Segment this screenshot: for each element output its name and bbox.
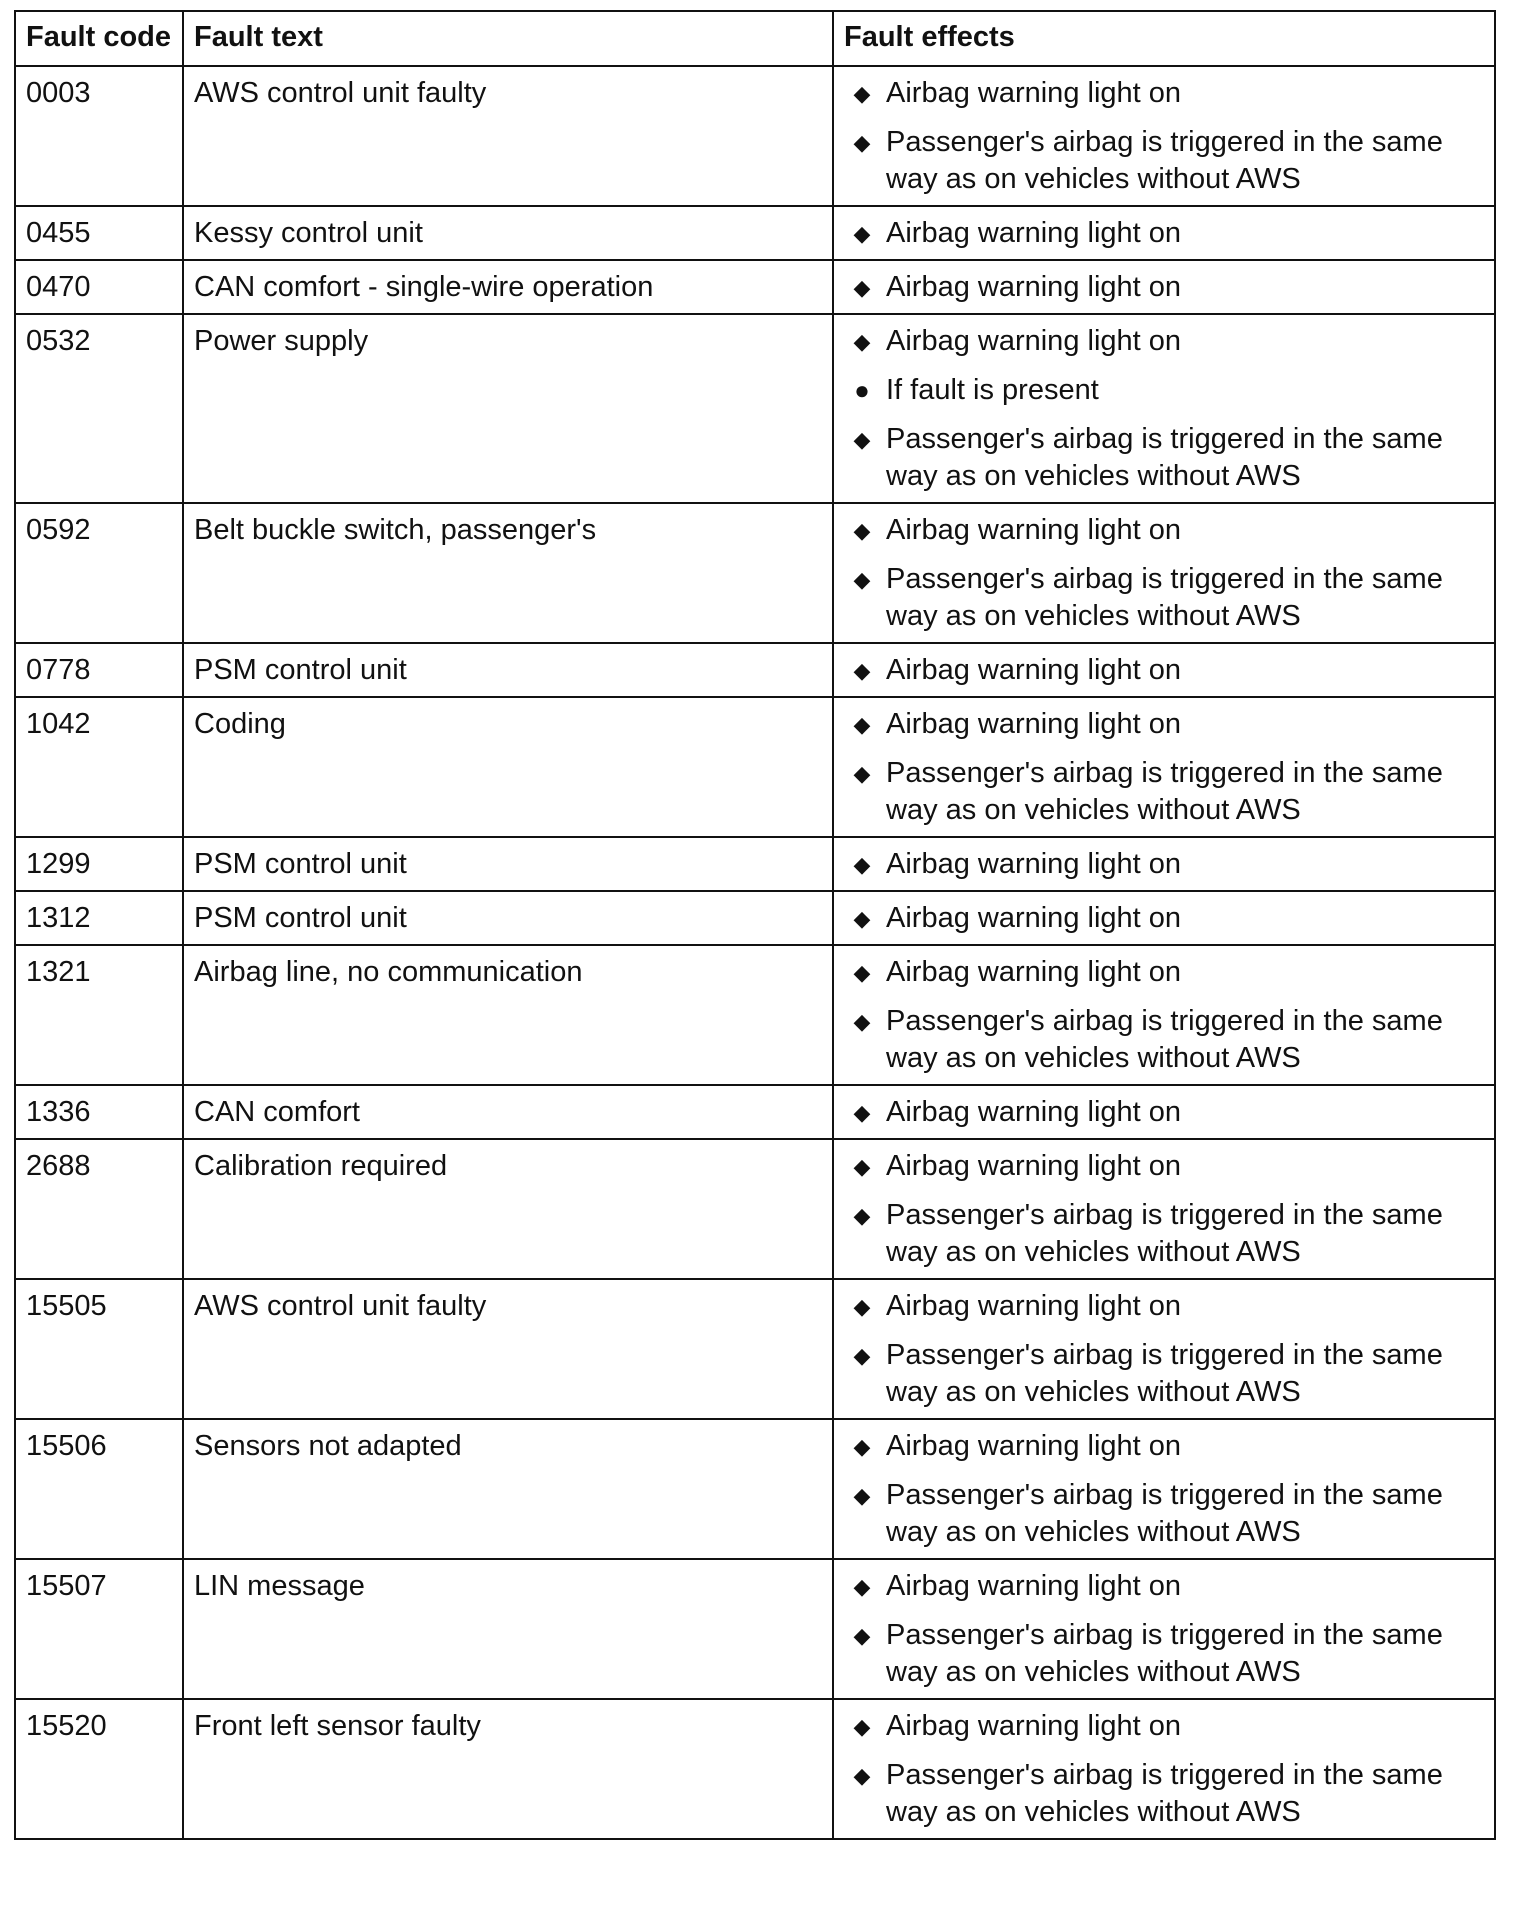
effect-item	[844, 1148, 1484, 1185]
fault-text-cell: PSM control unit	[183, 643, 833, 697]
fault-effects-cell	[833, 891, 1495, 945]
table-row	[15, 314, 1495, 503]
fault-effects-cell	[833, 314, 1495, 503]
effect-text: Airbag warning light on	[886, 217, 1182, 249]
diamond-bullet-icon: ◆	[853, 1203, 871, 1228]
table-row	[15, 1279, 1495, 1419]
diamond-bullet-icon: ◆	[853, 960, 871, 985]
table-row	[15, 503, 1495, 643]
diamond-bullet-icon: ◆	[853, 1434, 871, 1459]
fault-effects-cell	[833, 1139, 1495, 1279]
fault-text-cell: Front left sensor faulty	[183, 1699, 833, 1839]
fault-effects-cell	[833, 1279, 1495, 1419]
fault-effects-cell	[833, 1419, 1495, 1559]
fault-code-cell: 1042	[15, 697, 183, 837]
effects-list	[844, 512, 1484, 635]
effect-item	[844, 846, 1484, 883]
diamond-bullet-icon: ◆	[853, 1100, 871, 1125]
fault-code-cell: 15505	[15, 1279, 183, 1419]
effect-text: Airbag warning light on	[886, 1150, 1182, 1182]
diamond-bullet-icon: ◆	[853, 852, 871, 877]
effects-list	[844, 846, 1484, 883]
diamond-bullet-icon: ◆	[853, 712, 871, 737]
fault-text-cell: AWS control unit faulty	[183, 1279, 833, 1419]
effect-item	[844, 954, 1484, 991]
diamond-bullet-icon: ◆	[853, 1294, 871, 1319]
effect-item	[844, 1003, 1484, 1077]
effect-text: Airbag warning light on	[886, 902, 1182, 934]
fault-code-cell: 2688	[15, 1139, 183, 1279]
effects-list	[844, 269, 1484, 306]
effect-text: Airbag warning light on	[886, 325, 1182, 357]
diamond-bullet-icon: ◆	[853, 1343, 871, 1368]
fault-code-cell: 0778	[15, 643, 183, 697]
fault-code-cell: 0455	[15, 206, 183, 260]
diamond-bullet-icon: ◆	[853, 518, 871, 543]
effect-text: Airbag warning light on	[886, 654, 1182, 686]
fault-text-cell: Coding	[183, 697, 833, 837]
effect-text: Airbag warning light on	[886, 848, 1182, 880]
diamond-bullet-icon: ◆	[853, 1483, 871, 1508]
fault-text-cell: Belt buckle switch, passenger's	[183, 503, 833, 643]
table-row	[15, 697, 1495, 837]
fault-effects-cell	[833, 260, 1495, 314]
fault-text-cell: Sensors not adapted	[183, 1419, 833, 1559]
effect-text: Airbag warning light on	[886, 1430, 1182, 1462]
effect-item	[844, 561, 1484, 635]
fault-code-cell: 0003	[15, 66, 183, 206]
fault-text-cell: PSM control unit	[183, 837, 833, 891]
effect-text: Passenger's airbag is triggered in the same way as on vehicles without AWS	[886, 1199, 1443, 1268]
effects-list	[844, 954, 1484, 1077]
effect-item	[844, 706, 1484, 743]
table-row	[15, 643, 1495, 697]
effect-text: If fault is present	[886, 374, 1099, 406]
fault-code-table	[14, 10, 1496, 1840]
effect-text: Airbag warning light on	[886, 1290, 1182, 1322]
fault-code-cell: 0592	[15, 503, 183, 643]
effects-list	[844, 1568, 1484, 1691]
diamond-bullet-icon: ◆	[853, 906, 871, 931]
effect-text: Airbag warning light on	[886, 1710, 1182, 1742]
effect-item	[844, 421, 1484, 495]
header-fault-code: Fault code	[15, 11, 183, 66]
effect-text: Passenger's airbag is triggered in the same way as on vehicles without AWS	[886, 126, 1443, 195]
fault-text-cell: Airbag line, no communication	[183, 945, 833, 1085]
effect-text: Passenger's airbag is triggered in the same way as on vehicles without AWS	[886, 1479, 1443, 1548]
fault-code-cell: 1336	[15, 1085, 183, 1139]
document-page	[14, 10, 1494, 1840]
header-fault-text: Fault text	[183, 11, 833, 66]
diamond-bullet-icon: ◆	[853, 221, 871, 246]
diamond-bullet-icon: ◆	[853, 567, 871, 592]
fault-effects-cell	[833, 837, 1495, 891]
effect-text: Airbag warning light on	[886, 271, 1182, 303]
effect-item	[844, 323, 1484, 360]
fault-text-cell: PSM control unit	[183, 891, 833, 945]
effects-list	[844, 75, 1484, 198]
table-row	[15, 260, 1495, 314]
effects-list	[844, 1428, 1484, 1551]
fault-effects-cell	[833, 697, 1495, 837]
fault-effects-cell	[833, 66, 1495, 206]
fault-effects-cell	[833, 1699, 1495, 1839]
effects-list	[844, 900, 1484, 937]
table-row	[15, 1559, 1495, 1699]
diamond-bullet-icon: ◆	[853, 275, 871, 300]
effect-text: Passenger's airbag is triggered in the same way as on vehicles without AWS	[886, 423, 1443, 492]
table-row	[15, 66, 1495, 206]
effect-text: Airbag warning light on	[886, 708, 1182, 740]
table-body	[15, 66, 1495, 1839]
effect-item	[844, 215, 1484, 252]
effect-item	[844, 75, 1484, 112]
fault-text-cell: Kessy control unit	[183, 206, 833, 260]
effects-list	[844, 1708, 1484, 1831]
effect-item	[844, 1568, 1484, 1605]
fault-code-cell: 15507	[15, 1559, 183, 1699]
effects-list	[844, 1148, 1484, 1271]
effect-item	[844, 755, 1484, 829]
fault-code-cell: 15520	[15, 1699, 183, 1839]
effect-text: Passenger's airbag is triggered in the same way as on vehicles without AWS	[886, 1619, 1443, 1688]
effect-item	[844, 1708, 1484, 1745]
effects-list	[844, 323, 1484, 495]
effect-text: Airbag warning light on	[886, 956, 1182, 988]
diamond-bullet-icon: ◆	[853, 1574, 871, 1599]
fault-effects-cell	[833, 643, 1495, 697]
effect-item	[844, 124, 1484, 198]
diamond-bullet-icon: ◆	[853, 130, 871, 155]
effect-item	[844, 1337, 1484, 1411]
diamond-bullet-icon: ◆	[853, 1714, 871, 1739]
effect-item	[844, 1477, 1484, 1551]
fault-text-cell: AWS control unit faulty	[183, 66, 833, 206]
fault-effects-cell	[833, 206, 1495, 260]
diamond-bullet-icon: ◆	[853, 1009, 871, 1034]
effect-item	[844, 1288, 1484, 1325]
effects-list	[844, 652, 1484, 689]
effect-text: Passenger's airbag is triggered in the same way as on vehicles without AWS	[886, 563, 1443, 632]
effect-text: Airbag warning light on	[886, 1570, 1182, 1602]
diamond-bullet-icon: ◆	[853, 1763, 871, 1788]
table-row	[15, 206, 1495, 260]
fault-text-cell: CAN comfort	[183, 1085, 833, 1139]
fault-code-cell: 15506	[15, 1419, 183, 1559]
fault-effects-cell	[833, 1559, 1495, 1699]
fault-code-cell: 0470	[15, 260, 183, 314]
diamond-bullet-icon: ◆	[853, 658, 871, 683]
effects-list	[844, 1288, 1484, 1411]
effect-text: Airbag warning light on	[886, 514, 1182, 546]
fault-text-cell: Power supply	[183, 314, 833, 503]
effects-list	[844, 215, 1484, 252]
effects-list	[844, 706, 1484, 829]
table-row	[15, 1085, 1495, 1139]
effect-item	[844, 372, 1484, 409]
effect-item	[844, 512, 1484, 549]
effect-item	[844, 1094, 1484, 1131]
diamond-bullet-icon: ◆	[853, 427, 871, 452]
effect-text: Passenger's airbag is triggered in the same way as on vehicles without AWS	[886, 1759, 1443, 1828]
diamond-bullet-icon: ◆	[853, 761, 871, 786]
effect-text: Airbag warning light on	[886, 77, 1182, 109]
fault-effects-cell	[833, 1085, 1495, 1139]
effects-list	[844, 1094, 1484, 1131]
effect-item	[844, 652, 1484, 689]
table-row	[15, 1419, 1495, 1559]
fault-code-cell: 1321	[15, 945, 183, 1085]
effect-item	[844, 1428, 1484, 1465]
fault-effects-cell	[833, 945, 1495, 1085]
table-row	[15, 891, 1495, 945]
table-row	[15, 945, 1495, 1085]
diamond-bullet-icon: ◆	[853, 1154, 871, 1179]
dot-bullet-icon: ●	[854, 375, 870, 405]
diamond-bullet-icon: ◆	[853, 1623, 871, 1648]
effect-text: Passenger's airbag is triggered in the same way as on vehicles without AWS	[886, 757, 1443, 826]
table-header-row	[15, 11, 1495, 66]
effect-text: Passenger's airbag is triggered in the same way as on vehicles without AWS	[886, 1005, 1443, 1074]
diamond-bullet-icon: ◆	[853, 329, 871, 354]
diamond-bullet-icon: ◆	[853, 81, 871, 106]
fault-text-cell: LIN message	[183, 1559, 833, 1699]
effect-text: Airbag warning light on	[886, 1096, 1182, 1128]
effect-item	[844, 1197, 1484, 1271]
table-row	[15, 837, 1495, 891]
effect-item	[844, 900, 1484, 937]
header-fault-effects: Fault effects	[833, 11, 1495, 66]
fault-code-cell: 1299	[15, 837, 183, 891]
fault-text-cell: Calibration required	[183, 1139, 833, 1279]
fault-text-cell: CAN comfort - single-wire operation	[183, 260, 833, 314]
table-row	[15, 1139, 1495, 1279]
fault-code-cell: 1312	[15, 891, 183, 945]
effect-item	[844, 1757, 1484, 1831]
effect-item	[844, 269, 1484, 306]
effect-item	[844, 1617, 1484, 1691]
fault-effects-cell	[833, 503, 1495, 643]
effect-text: Passenger's airbag is triggered in the same way as on vehicles without AWS	[886, 1339, 1443, 1408]
fault-code-cell: 0532	[15, 314, 183, 503]
table-row	[15, 1699, 1495, 1839]
